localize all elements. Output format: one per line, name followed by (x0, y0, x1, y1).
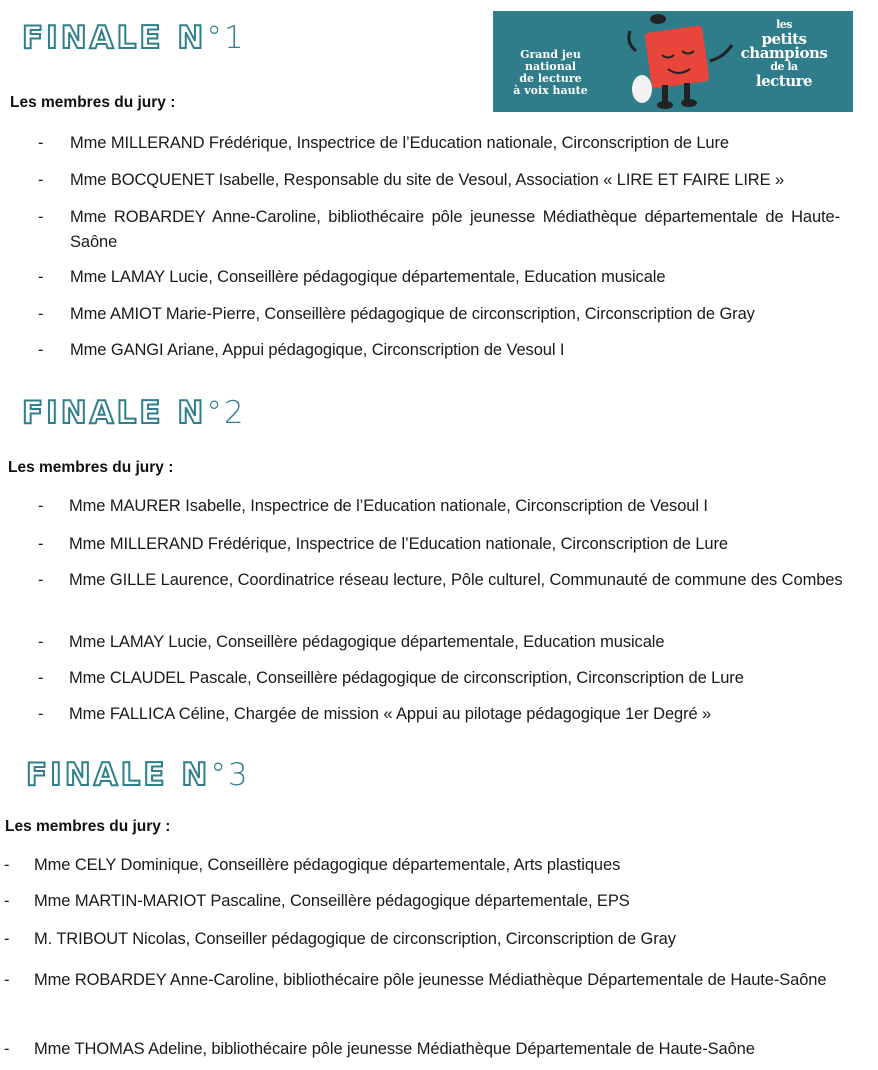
logo-right-text (729, 18, 839, 88)
list-item (38, 666, 848, 691)
list-item (38, 494, 838, 519)
jury-label: Les membres du jury : (5, 818, 171, 835)
bullet-dash: - (38, 633, 44, 651)
bullet-dash: - (38, 208, 44, 226)
bullet-dash: - (38, 134, 44, 152)
list-item (38, 131, 838, 156)
heading-number: °1 (206, 20, 246, 56)
heading-label: FINALE N (26, 757, 211, 793)
list-item (4, 963, 870, 998)
list-item (38, 630, 838, 655)
section-heading (26, 757, 250, 793)
heading-number: °2 (206, 395, 246, 431)
list-item (38, 532, 838, 557)
list-item (4, 853, 854, 878)
jury-label: Les membres du jury : (8, 459, 174, 476)
logo-line: Grand jeu (520, 48, 581, 61)
heading-label: FINALE N (22, 395, 207, 431)
list-item (4, 927, 854, 952)
bullet-dash: - (38, 305, 44, 323)
list-item (38, 568, 858, 593)
logo-line: les (776, 18, 792, 31)
list-item (38, 265, 838, 290)
member-text: Mme AMIOT Marie-Pierre, Conseillère pédagogique de circonscription, Circonscription de Gray (70, 305, 755, 323)
member-text: Mme CLAUDEL Pascale, Conseillère pédagogique de circonscription, Circonscription de Lure (69, 669, 744, 687)
bullet-dash: - (38, 669, 44, 687)
member-text: Mme FALLICA Céline, Chargée de mission « Appui au pilotage pédagogique 1er Degré » (69, 705, 712, 723)
logo-line: lecture (755, 72, 813, 90)
section-heading (22, 20, 246, 56)
list-item (38, 702, 838, 727)
bullet-dash: - (38, 705, 44, 723)
member-text: Mme LAMAY Lucie, Conseillère pédagogique départementale, Education musicale (70, 268, 666, 286)
member-text: Mme MAURER Isabelle, Inspectrice de l’Education nationale, Circonscription de Vesoul I (69, 497, 708, 515)
section-heading (22, 395, 246, 431)
logo-line: à voix haute (513, 84, 588, 97)
list-item (38, 302, 848, 327)
member-text: Mme CELY Dominique, Conseillère pédagogique départementale, Arts plastiques (34, 856, 621, 874)
bullet-dash: - (4, 1040, 10, 1058)
bullet-dash: - (38, 268, 44, 286)
member-text: Mme GANGI Ariane, Appui pédagogique, Circonscription de Vesoul I (70, 341, 565, 359)
member-text: Mme GILLE Laurence, Coordinatrice réseau lecture, Pôle culturel, Communauté de commune des Combes (69, 571, 843, 589)
list-item (38, 168, 838, 193)
bullet-dash: - (4, 930, 10, 948)
jury-label: Les membres du jury : (10, 94, 176, 111)
heading-label: FINALE N (22, 20, 207, 56)
bullet-dash: - (4, 971, 10, 989)
bullet-dash: - (38, 497, 44, 515)
list-item (38, 205, 840, 255)
list-item (4, 1037, 870, 1062)
bullet-dash: - (38, 535, 44, 553)
member-text: Mme THOMAS Adeline, bibliothécaire pôle jeunesse Médiathèque Départementale de Haute-Saône (34, 1040, 755, 1058)
logo-line: de la (770, 60, 798, 73)
heading-number: °3 (210, 757, 250, 793)
logo-left-text (493, 49, 608, 97)
logo-line: champions (740, 44, 828, 62)
logo-line: national (524, 60, 577, 73)
bullet-dash: - (38, 341, 44, 359)
member-text: Mme ROBARDEY Anne-Caroline, bibliothécaire pôle jeunesse Médiathèque départementale de Haute-Saône (70, 208, 840, 251)
member-text: Mme MARTIN-MARIOT Pascaline, Conseillère pédagogique départementale, EPS (34, 892, 630, 910)
list-item (4, 889, 854, 914)
logo-line: de lecture (519, 72, 582, 85)
member-text: Mme MILLERAND Frédérique, Inspectrice de l’Education nationale, Circonscription de Lure (69, 535, 728, 553)
member-text: M. TRIBOUT Nicolas, Conseiller pédagogique de circonscription, Circonscription de Gray (34, 930, 676, 948)
member-text: Mme MILLERAND Frédérique, Inspectrice de l’Education nationale, Circonscription de Lure (70, 134, 729, 152)
member-text: Mme ROBARDEY Anne-Caroline, bibliothécaire pôle jeunesse Médiathèque Départementale de Haute-Saône (34, 971, 827, 989)
list-item (38, 338, 838, 363)
member-text: Mme LAMAY Lucie, Conseillère pédagogique départementale, Education musicale (69, 633, 665, 651)
bullet-dash: - (38, 571, 44, 589)
logo-line: petits (761, 30, 807, 48)
competition-logo (493, 11, 853, 112)
bullet-dash: - (4, 892, 10, 910)
bullet-dash: - (38, 171, 44, 189)
member-text: Mme BOCQUENET Isabelle, Responsable du site de Vesoul, Association « LIRE ET FAIRE LIRE » (70, 171, 785, 189)
bullet-dash: - (4, 856, 10, 874)
